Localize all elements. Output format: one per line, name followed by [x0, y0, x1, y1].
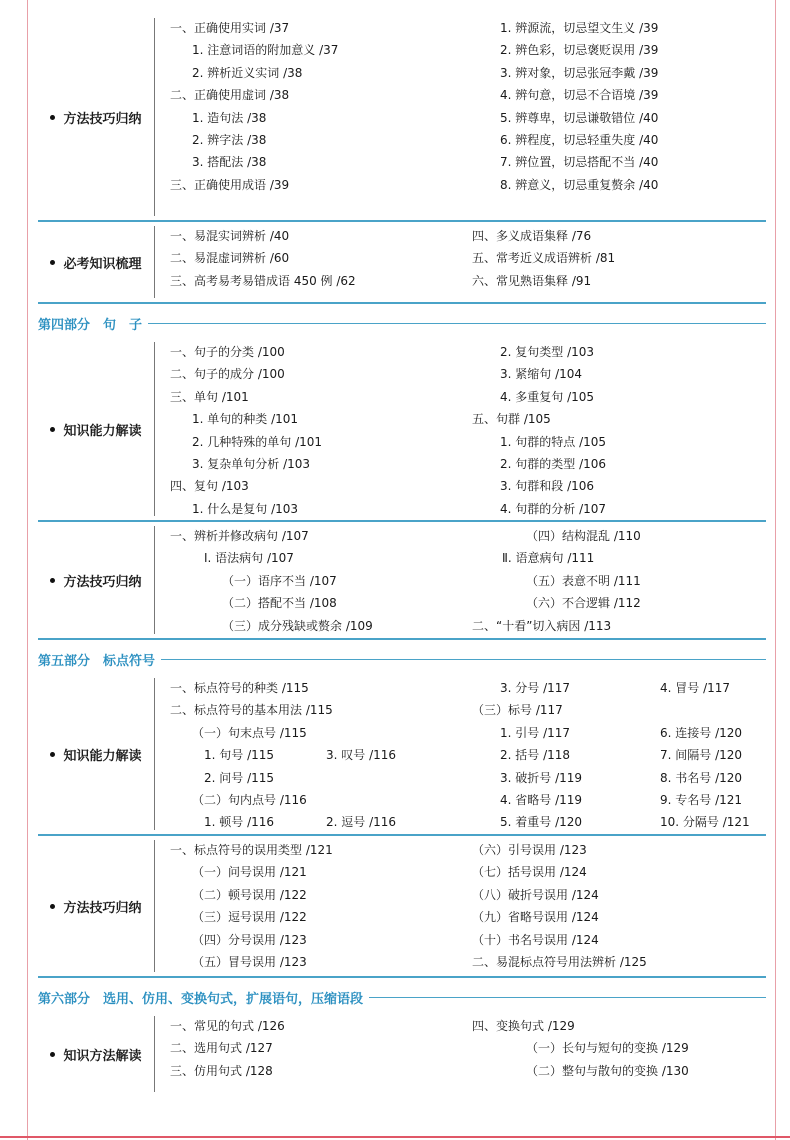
toc-entry[interactable]: 二、句子的成分 /100 — [170, 367, 285, 382]
bullet-icon — [50, 752, 55, 757]
toc-entry[interactable]: 4. 省略号 /119 — [500, 793, 583, 807]
toc-entry[interactable]: 3. 叹号 /116 — [326, 748, 397, 763]
part-heading — [38, 304, 766, 338]
toc-entry[interactable]: （三）标号 /117 — [472, 703, 563, 718]
part-heading-title: 第五部分 标点符号 — [38, 650, 161, 669]
toc-entry[interactable]: 二、易混虚词辨析 /60 — [170, 251, 290, 266]
toc-entry[interactable]: 一、标点符号的种类 /115 — [170, 681, 309, 695]
toc-entry[interactable]: 一、正确使用实词 /37 — [170, 21, 290, 35]
toc-entry[interactable]: （三）成分残缺或赘余 /109 — [222, 618, 373, 633]
toc-entry[interactable]: Ⅰ. 语法病句 /107 — [204, 551, 294, 566]
toc-entry[interactable]: 1. 造句法 /38 — [192, 110, 267, 125]
toc-entry[interactable]: 一、常见的句式 /126 — [170, 1019, 285, 1033]
toc-entry[interactable]: 2. 括号 /118 — [500, 748, 571, 763]
block-label-text: 方法技巧归纳 — [63, 111, 142, 127]
toc-entry[interactable]: （二）句内点号 /116 — [192, 793, 307, 807]
block-label-text: 必考知识梳理 — [63, 256, 142, 272]
block-label — [38, 674, 154, 834]
left-margin-line — [27, 0, 28, 1140]
toc-entry[interactable]: 1. 什么是复句 /103 — [192, 501, 299, 516]
toc-entry[interactable]: （三）逗号误用 /122 — [192, 910, 307, 925]
block-label — [38, 1012, 154, 1096]
toc-entry[interactable]: 3. 分号 /117 — [500, 681, 571, 695]
block-divider — [154, 526, 155, 634]
toc-entry[interactable]: 1. 句号 /115 — [204, 748, 275, 763]
toc-entry[interactable]: 4. 冒号 /117 — [660, 681, 731, 695]
block-entries — [170, 14, 766, 220]
toc-entry[interactable]: 6. 辨程度，切忌轻重失度 /40 — [500, 133, 659, 147]
part-heading-title: 第四部分 句 子 — [38, 314, 148, 333]
toc-entry[interactable]: （九）省略号误用 /124 — [472, 910, 599, 925]
toc-entry[interactable]: （五）冒号误用 /123 — [192, 955, 307, 969]
bullet-icon — [50, 1052, 55, 1057]
toc-entry[interactable]: （二）顿号误用 /122 — [192, 887, 307, 902]
toc-entry[interactable]: （十）书名号误用 /124 — [472, 932, 599, 947]
bullet-icon — [50, 578, 55, 583]
part-heading — [38, 978, 766, 1012]
toc-entry[interactable]: 7. 间隔号 /120 — [660, 748, 743, 763]
right-margin-line — [775, 0, 776, 1140]
toc-entry[interactable]: 5. 着重号 /120 — [500, 815, 583, 830]
block-entries — [170, 522, 766, 638]
block-label — [38, 338, 154, 520]
toc-entry[interactable]: （二）搭配不当 /108 — [222, 596, 337, 611]
toc-entry[interactable]: 二、正确使用虚词 /38 — [170, 88, 290, 103]
toc-entry[interactable]: 三、仿用句式 /128 — [170, 1063, 273, 1078]
toc-entry[interactable]: 1. 单句的种类 /101 — [192, 412, 299, 427]
toc-entry[interactable]: 2. 几种特殊的单句 /101 — [192, 434, 323, 449]
block-entries — [170, 1012, 766, 1096]
toc-entry[interactable]: 六、常见熟语集释 /91 — [472, 273, 592, 288]
toc-entry[interactable]: 2. 辨析近义实词 /38 — [192, 65, 303, 80]
block-entries — [170, 338, 766, 520]
block-entries — [170, 836, 766, 976]
toc-entry[interactable]: （一）语序不当 /107 — [222, 573, 337, 588]
block-label-text: 知识能力解读 — [63, 748, 142, 764]
toc-entry[interactable]: 1. 注意词语的附加意义 /37 — [192, 43, 339, 58]
bullet-icon — [50, 115, 55, 120]
toc-entry[interactable]: 6. 连接号 /120 — [660, 725, 743, 740]
block-entries — [170, 674, 766, 834]
toc-entry[interactable]: （六）引号误用 /123 — [472, 843, 587, 857]
toc-entry[interactable]: 2. 辨字法 /38 — [192, 133, 267, 147]
toc-entry[interactable]: 8. 辨意义，切忌重复赘余 /40 — [500, 177, 659, 192]
toc-entry[interactable]: 2. 问号 /115 — [204, 770, 275, 785]
toc-entry[interactable]: 二、“十看”切入病因 /113 — [472, 618, 612, 633]
toc-block — [38, 522, 766, 640]
toc-entry[interactable]: 3. 辨对象，切忌张冠李戴 /39 — [500, 65, 659, 80]
toc-entry[interactable]: 四、变换句式 /129 — [472, 1019, 575, 1033]
toc-entry[interactable]: 5. 辨尊卑，切忌谦敬错位 /40 — [500, 110, 659, 125]
block-divider — [154, 342, 155, 516]
toc-entry[interactable]: 四、多义成语集释 /76 — [472, 229, 592, 243]
toc-entry[interactable]: （四）分号误用 /123 — [192, 932, 307, 947]
toc-entry[interactable]: Ⅱ. 语意病句 /111 — [502, 551, 595, 566]
block-label — [38, 836, 154, 976]
toc-entry[interactable]: 一、易混实词辨析 /40 — [170, 229, 290, 243]
toc-block — [38, 222, 766, 304]
bullet-icon — [50, 260, 55, 265]
toc-entry[interactable]: 2. 逗号 /116 — [326, 815, 397, 830]
toc-entry[interactable]: 9. 专名号 /121 — [660, 793, 743, 807]
toc-entry[interactable]: （六）不合逻辑 /112 — [526, 596, 641, 611]
toc-entry[interactable]: 3. 复杂单句分析 /103 — [192, 457, 311, 471]
block-divider — [154, 226, 155, 298]
part-heading — [38, 640, 766, 674]
toc-entry[interactable]: 8. 书名号 /120 — [660, 770, 743, 785]
block-label-text: 方法技巧归纳 — [63, 574, 142, 590]
toc-entry[interactable]: （七）括号误用 /124 — [472, 865, 587, 880]
toc-entry[interactable]: 1. 句群的特点 /105 — [500, 434, 607, 449]
toc-entry[interactable]: 3. 破折号 /119 — [500, 770, 583, 785]
toc-block — [38, 14, 766, 222]
toc-block — [38, 674, 766, 836]
block-label-text: 知识方法解读 — [63, 1048, 142, 1064]
toc-entry[interactable]: 三、正确使用成语 /39 — [170, 177, 290, 192]
toc-entry[interactable]: （二）整句与散句的变换 /130 — [526, 1063, 689, 1078]
block-label-text: 知识能力解读 — [63, 423, 142, 439]
block-label — [38, 14, 154, 220]
toc-entry[interactable]: （一）句末点号 /115 — [192, 725, 307, 740]
toc-entry[interactable]: 二、易混标点符号用法辨析 /125 — [472, 955, 647, 969]
toc-entry[interactable]: 五、句群 /105 — [472, 412, 551, 427]
toc-entry[interactable]: （一）问号误用 /121 — [192, 865, 307, 880]
toc-block — [38, 1012, 766, 1096]
toc-entry[interactable]: （五）表意不明 /111 — [526, 573, 641, 588]
toc-entry[interactable]: （一）长句与短句的变换 /129 — [526, 1041, 689, 1056]
toc-block — [38, 836, 766, 978]
block-divider — [154, 18, 155, 216]
toc-entry[interactable]: 2. 复句类型 /103 — [500, 345, 595, 359]
toc-entry[interactable]: 10. 分隔号 /121 — [660, 815, 750, 830]
toc-entry[interactable]: 二、选用句式 /127 — [170, 1041, 273, 1056]
block-entries — [170, 222, 766, 302]
toc-entry[interactable]: 四、复句 /103 — [170, 479, 249, 494]
toc-entry[interactable]: 4. 辨句意，切忌不合语境 /39 — [500, 88, 659, 103]
toc-entry[interactable]: 1. 顿号 /116 — [204, 815, 275, 830]
toc-block — [38, 338, 766, 522]
toc-entry[interactable]: （四）结构混乱 /110 — [526, 529, 641, 543]
toc-entry[interactable]: 三、单句 /101 — [170, 389, 249, 404]
toc-entry[interactable]: 一、标点符号的误用类型 /121 — [170, 843, 333, 857]
bottom-border-line — [0, 1136, 790, 1138]
toc-entry[interactable]: 1. 引号 /117 — [500, 725, 571, 740]
toc-entry[interactable]: 1. 辨源流，切忌望文生义 /39 — [500, 21, 659, 35]
table-of-contents — [38, 14, 766, 1096]
toc-entry[interactable]: 五、常考近义成语辨析 /81 — [472, 251, 616, 266]
block-divider — [154, 1016, 155, 1092]
toc-entry[interactable]: 3. 句群和段 /106 — [500, 479, 595, 494]
block-divider — [154, 840, 155, 972]
toc-entry[interactable]: 3. 搭配法 /38 — [192, 155, 267, 170]
toc-entry[interactable]: 4. 多重复句 /105 — [500, 389, 595, 404]
block-label — [38, 222, 154, 302]
toc-entry[interactable]: 三、高考易考易错成语 450 例 /62 — [170, 273, 356, 288]
toc-entry[interactable]: （八）破折号误用 /124 — [472, 887, 599, 902]
block-label — [38, 522, 154, 638]
toc-entry[interactable]: 3. 紧缩句 /104 — [500, 367, 583, 382]
block-divider — [154, 678, 155, 830]
part-heading-title: 第六部分 选用、仿用、变换句式，扩展语句，压缩语段 — [38, 988, 369, 1007]
block-label-text: 方法技巧归纳 — [63, 900, 142, 916]
toc-entry[interactable]: 4. 句群的分析 /107 — [500, 501, 607, 516]
toc-entry[interactable]: 2. 辨色彩，切忌褒贬误用 /39 — [500, 43, 659, 58]
bullet-icon — [50, 427, 55, 432]
bullet-icon — [50, 904, 55, 909]
toc-entry[interactable]: 7. 辨位置，切忌搭配不当 /40 — [500, 155, 659, 170]
toc-entry[interactable]: 一、句子的分类 /100 — [170, 345, 285, 359]
toc-entry[interactable]: 二、标点符号的基本用法 /115 — [170, 703, 333, 718]
toc-entry[interactable]: 一、辨析并修改病句 /107 — [170, 529, 309, 543]
toc-entry[interactable]: 2. 句群的类型 /106 — [500, 457, 607, 471]
